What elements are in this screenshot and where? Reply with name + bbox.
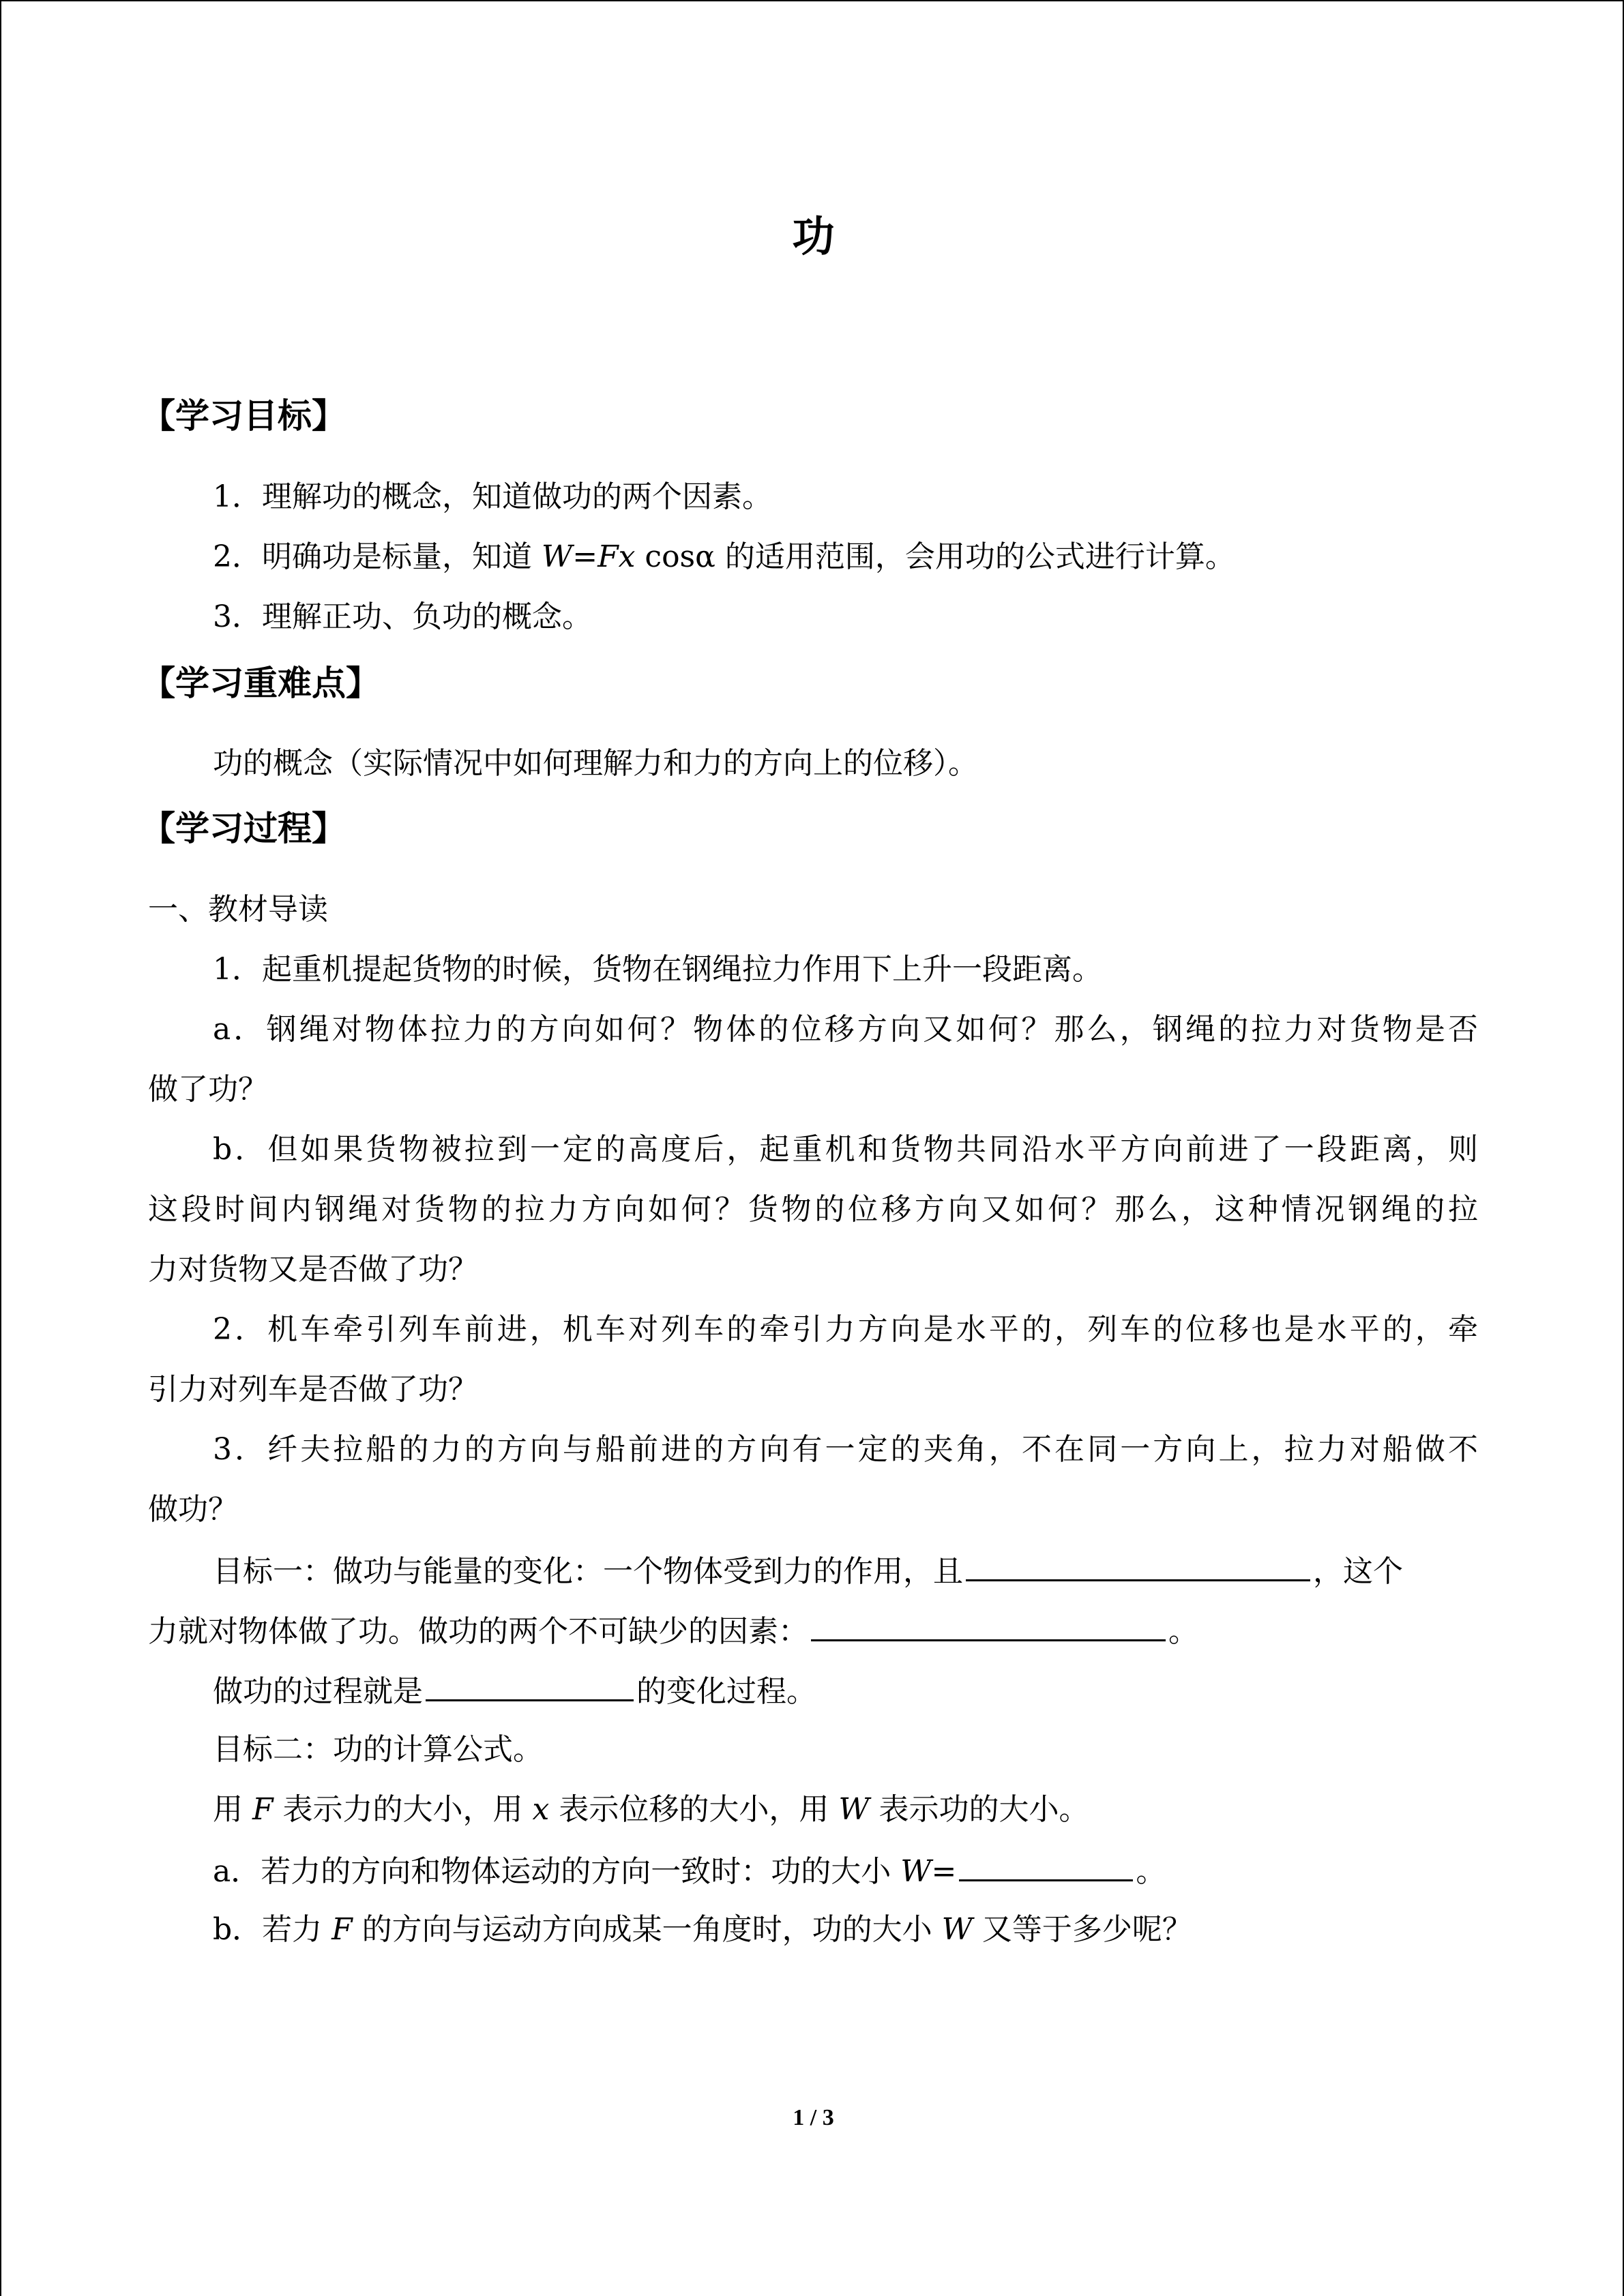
- fill-blank[interactable]: [959, 1849, 1133, 1881]
- target-2a: a．若力的方向和物体运动的方向一致时：功的大小 W= 。: [213, 1849, 1166, 1892]
- target-1-line-2: 力就对物体做了功。做功的两个不可缺少的因素： 。: [148, 1609, 1198, 1652]
- part-1-title: 一、教材导读: [148, 892, 328, 927]
- question-1a-line-1: a．钢绳对物体拉力的方向如何？物体的位移方向又如何？那么，钢绳的拉力对货物是否: [213, 1012, 1478, 1047]
- question-2-line-1: 2．机车牵引列车前进，机车对列车的牵引力方向是水平的，列车的位移也是水平的，牵: [213, 1312, 1478, 1347]
- question-1: 1．起重机提起货物的时候，货物在钢绳拉力作用下上升一段距离。: [213, 952, 1102, 987]
- question-3-line-1: 3．纤夫拉船的力的方向与船前进的方向有一定的夹角，不在同一方向上，拉力对船做不: [213, 1432, 1478, 1467]
- heading-key-points: 【学习重难点】: [141, 664, 380, 703]
- question-1b-line-3: 力对货物又是否做了功？: [148, 1252, 478, 1287]
- goal-3: 3．理解正功、负功的概念。: [213, 599, 592, 634]
- heading-learning-process: 【学习过程】: [141, 809, 346, 848]
- target-2-title: 目标二：功的计算公式。: [213, 1732, 543, 1767]
- goal-2: 2．明确功是标量，知道 W=Fx cosα 的适用范围，会用功的公式进行计算。: [213, 539, 1235, 574]
- page-title: 功: [792, 211, 835, 261]
- symbols-definition: 用 F 表示力的大小，用 x 表示位移的大小，用 W 表示功的大小。: [213, 1792, 1089, 1827]
- fill-blank[interactable]: [426, 1669, 634, 1701]
- goal-1: 1．理解功的概念，知道做功的两个因素。: [213, 479, 772, 514]
- page-number: 1 / 3: [793, 2105, 834, 2130]
- fill-blank[interactable]: [811, 1609, 1166, 1641]
- question-1a-line-2: 做了功？: [148, 1072, 268, 1107]
- target-1-line-3: 做功的过程就是 的变化过程。: [213, 1669, 816, 1712]
- question-3-line-2: 做功？: [148, 1492, 238, 1527]
- question-1b-line-1: b．但如果货物被拉到一定的高度后，起重机和货物共同沿水平方向前进了一段距离，则: [213, 1132, 1478, 1167]
- target-1-line-1: 目标一：做功与能量的变化：一个物体受到力的作用，且 ，这个: [213, 1549, 1403, 1592]
- question-1b-line-2: 这段时间内钢绳对货物的拉力方向如何？货物的位移方向又如何？那么，这种情况钢绳的拉: [148, 1192, 1478, 1227]
- question-2-line-2: 引力对列车是否做了功？: [148, 1372, 478, 1407]
- fill-blank[interactable]: [966, 1549, 1310, 1581]
- target-2b: b．若力 F 的方向与运动方向成某一角度时，功的大小 W 又等于多少呢？: [213, 1912, 1192, 1947]
- key-points-text: 功的概念（实际情况中如何理解力和力的方向上的位移）。: [213, 746, 978, 781]
- heading-learning-goals: 【学习目标】: [141, 396, 346, 436]
